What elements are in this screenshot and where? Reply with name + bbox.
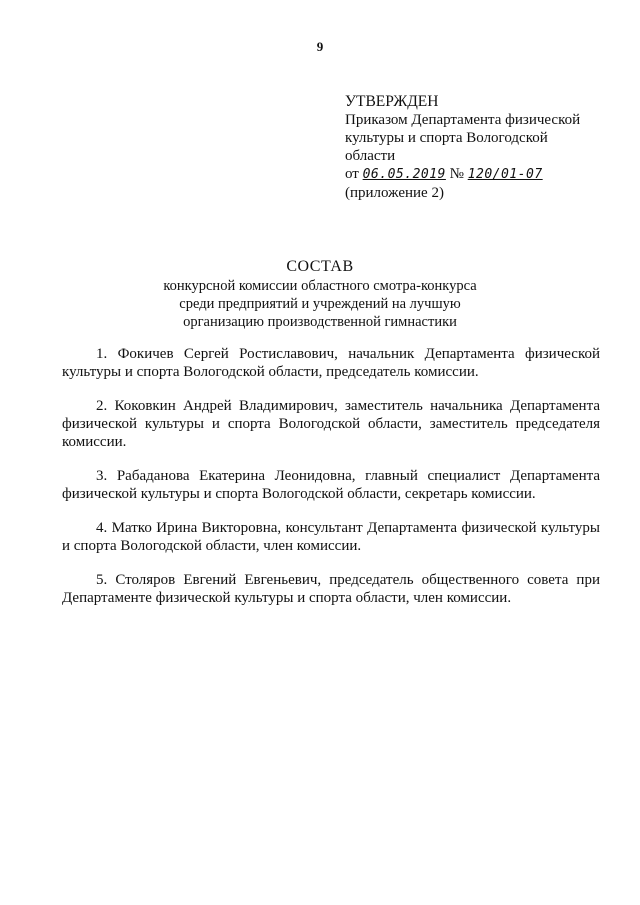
member-item: 2. Коковкин Андрей Владимирович, заместитель начальника Департамента физической культуры и спорта Вологодской области, заместитель председателя комиссии. <box>62 398 600 450</box>
subtitle-line-2: среди предприятий и учреждений на лучшую <box>179 296 461 312</box>
approval-line-3: области <box>345 148 396 164</box>
approval-date-line <box>345 165 605 184</box>
subtitle-line-1: конкурсной комиссии областного смотра-конкурса <box>163 278 477 294</box>
approval-line-2: культуры и спорта Вологодской <box>345 130 548 146</box>
document-heading <box>0 257 640 331</box>
member-item: 5. Столяров Евгений Евгеньевич, председатель общественного совета при Департаменте физической культуры и спорта области, член комиссии. <box>62 572 600 606</box>
approval-stamp <box>345 93 605 202</box>
handwritten-number: 120/01-07 <box>467 167 543 182</box>
appendix-note: (приложение 2) <box>345 185 444 201</box>
commission-members-list <box>62 345 600 623</box>
document-title: СОСТАВ <box>286 258 354 275</box>
member-item: 1. Фокичев Сергей Ростиславович, начальник Департамента физической культуры и спорта Вологодской области, председатель комиссии. <box>62 346 600 380</box>
handwritten-date: 06.05.2019 <box>362 167 446 182</box>
member-item: 3. Рабаданова Екатерина Леонидовна, главный специалист Департамента физической культуры и спорта Вологодской области, секретарь комиссии. <box>62 468 600 502</box>
member-item: 4. Матко Ирина Викторовна, консультант Департамента физической культуры и спорта Вологодской области, член комиссии. <box>62 520 600 554</box>
approval-line-1: Приказом Департамента физической <box>345 112 581 128</box>
approval-title: УТВЕРЖДЕН <box>345 93 439 110</box>
subtitle-line-3: организацию производственной гимнастики <box>183 314 457 330</box>
number-sign: № <box>449 166 464 182</box>
from-prefix: от <box>345 166 359 182</box>
page-number: 9 <box>316 39 324 54</box>
